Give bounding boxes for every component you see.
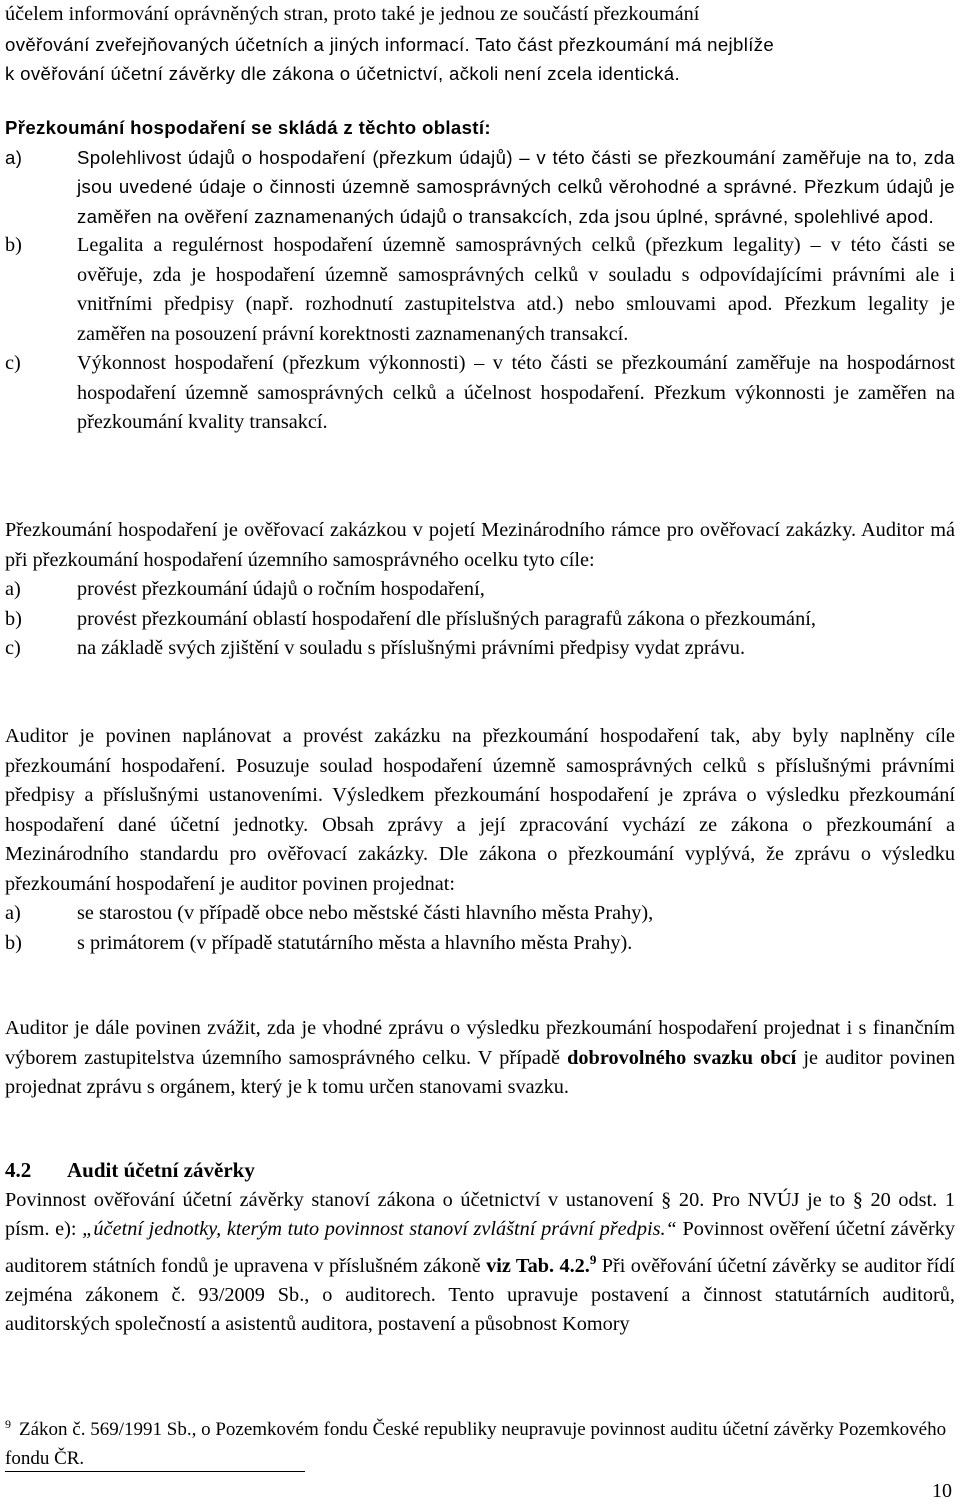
consider-paragraph <box>5 1014 955 1103</box>
list-text: na základě svých zjištění v souladu s příslušnými právními předpisy vydat zprávu. <box>77 637 746 659</box>
list-item <box>5 231 955 349</box>
list-item <box>5 929 955 959</box>
intro-line: účelem informování oprávněných stran, proto také je jednou ze součástí přezkoumání <box>5 3 700 25</box>
intro-paragraph <box>5 0 955 89</box>
list-text: Výkonnost hospodaření (přezkum výkonnosti) – v této části se přezkoumání zaměřuje na hospodárnost hospodaření územně samosprávných celků a účelnost hospodaření. Přezkum výkonnosti je zaměřen na přezkoumání kvality transakcí. <box>77 352 955 433</box>
list-item <box>5 575 955 605</box>
list-label: b) <box>5 931 22 954</box>
section-text-3: Při ověřování účetní závěrky se auditor řídí zejména zákonem č. 93/2009 Sb., o auditorech. Tento upravuje postavení a činnost statutárních auditorů, auditorských společností a asistentů auditora, postavení a působnost Komory <box>5 1254 955 1336</box>
intro-line: k ověřování účetní závěrky dle zákona o účetnictví, ačkoli není zcela identická. <box>5 63 680 84</box>
section-title: Audit účetní závěrky <box>67 1158 255 1182</box>
list-item <box>5 143 955 232</box>
footnote-marker: 9 <box>589 1251 597 1267</box>
footnote-number: 9 <box>5 1417 11 1431</box>
consider-text-end: je auditor povinen projednat zprávu s orgánem, který je k tomu určen stanovami svazku. <box>5 1046 955 1098</box>
page-number: 10 <box>932 1480 952 1502</box>
list-item <box>5 605 955 635</box>
list-text: provést přezkoumání oblastí hospodaření dle příslušných paragrafů zákona o přezkoumání, <box>77 607 816 630</box>
planning-section <box>5 722 955 958</box>
list-label: c) <box>5 637 21 659</box>
assurance-section <box>5 516 955 664</box>
list-label: c) <box>5 352 21 374</box>
list-text: Spolehlivost údajů o hospodaření (přezkum údajů) – v této části se přezkoumání zaměřuje na to, zda jsou uvedené údaje o činnosti územně samosprávných celků věrohodné a správné. Přezkum údajů je zaměřen na ověření zaznamenaných údajů o transakcích, zda jsou úplné, správné, spolehlivé apod. <box>77 146 955 227</box>
list-text: Legalita a regulérnost hospodaření územně samosprávných celků (přezkum legality) – v této části se ověřuje, zda je hospodaření územně samosprávných celků v souladu s odpovídajícími právními ale i vnitřními předpisy (např. rozhodnutí zastupitelstva atd.) nebo smlouvami apod. Přezkum legality je zaměřen na posouzení právní korektnosti zaznamenaných transakcí. <box>77 234 955 345</box>
section-text-2: Povinnost ověření účetní závěrky auditorem státních fondů je upravena v příslušném zákoně <box>5 1218 955 1277</box>
list-label: a) <box>5 146 23 168</box>
footnote <box>5 1410 955 1473</box>
areas-heading: Přezkoumání hospodaření se skládá z těchto oblastí: <box>5 117 491 138</box>
list-text: provést přezkoumání údajů o ročním hospodaření, <box>77 578 485 600</box>
planning-text: Auditor je povinen naplánovat a provést zakázku na přezkoumání hospodaření tak, aby byly naplněny cíle přezkoumání hospodaření. Posuzuje soulad hospodaření územně samosprávných celků s příslušnými právními předpisy a příslušnými ustanoveními. Výsledkem přezkoumání hospodaření je zpráva o výsledku přezkoumání hospodaření dané účetní jednotky. Obsah zprávy a její zpracování vychází ze zákona o přezkoumání a Mezinárodního standardu pro ověřovací zakázky. Dle zákona o přezkoumání vyplývá, že zprávu o výsledku přezkoumání hospodaření je auditor povinen projednat: <box>5 725 955 895</box>
list-text: s primátorem (v případě statutárního města a hlavního města Prahy). <box>77 931 633 954</box>
section-number: 4.2 <box>5 1158 32 1182</box>
section-text <box>5 1186 955 1340</box>
list-label: a) <box>5 902 21 924</box>
section-heading <box>5 1156 955 1186</box>
consider-text-start: Auditor je dále povinen zvážit, zda je vhodné zprávu o výsledku přezkoumání hospodaření projednat i s finančním výborem zastupitelstva územního samosprávného celku. V případě <box>5 1017 955 1069</box>
assurance-text: Přezkoumání hospodaření je ověřovací zakázkou v pojetí Mezinárodního rámce pro ověřovací zakázky. Auditor má při přezkoumání hospodaření územního samosprávného ocelku tyto cíle: <box>5 519 955 571</box>
section-quote: „účetní jednotky, kterým tuto povinnost stanoví zvláštní právní předpis.“ <box>82 1218 677 1240</box>
list-label: b) <box>5 234 22 256</box>
list-text: se starostou (v případě obce nebo městské části hlavního města Prahy), <box>77 902 654 924</box>
table-reference: viz Tab. 4.2. <box>486 1254 590 1277</box>
list-item <box>5 634 955 664</box>
footnote-text: Zákon č. 569/1991 Sb., o Pozemkovém fondu České republiky neupravuje povinnost auditu účetní závěrky Pozemkového fondu ČR. <box>5 1419 947 1470</box>
intro-line: ověřování zveřejňovaných účetních a jiných informací. Tato část přezkoumání má nejblíže <box>5 33 775 55</box>
section-text-1: Povinnost ověřování účetní závěrky stanoví zákona o účetnictví v ustanovení § 20. Pro NVÚJ je to § 20 odst. 1 písm. e): <box>5 1188 955 1240</box>
list-label: a) <box>5 578 21 600</box>
consider-text <box>5 1014 955 1103</box>
consider-bold: dobrovolného svazku obcí <box>567 1046 797 1069</box>
section-4-2 <box>5 1156 955 1340</box>
list-item <box>5 899 955 929</box>
areas-section <box>5 113 955 438</box>
list-label: b) <box>5 607 22 630</box>
list-item <box>5 349 955 438</box>
